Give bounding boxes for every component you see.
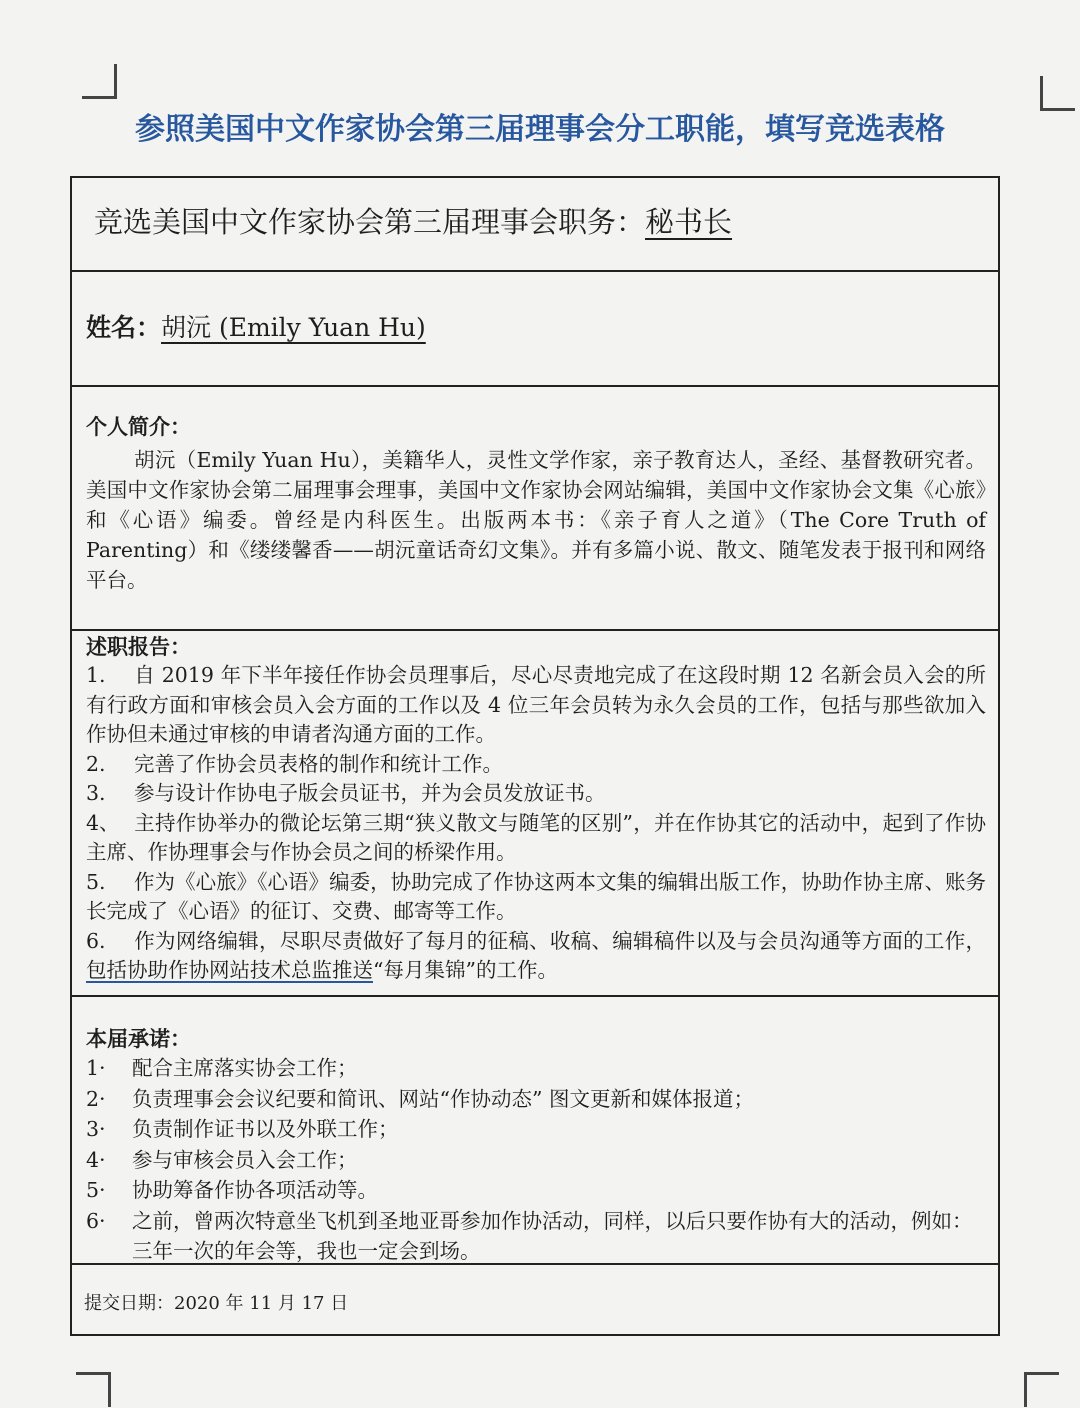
position-label: 竞选美国中文作家协会第三届理事会职务： (94, 205, 646, 239)
report-item-text: 自 2019 年下半年接任作协会员理事后，尽心尽责地完成了在这段时期 12 名新会员入会的所有行政方面和审核会员入会方面的工作以及 4 位三年会员转为永久会员的工作，包括与那些欲加入作协但未通过审核的申请者沟通方面的工作。 (86, 663, 986, 746)
date-row (72, 1265, 998, 1334)
pledge-item-number: 5· (86, 1178, 106, 1202)
report-item (86, 927, 986, 986)
position-row (72, 178, 998, 272)
submit-date: 提交日期：2020 年 11 月 17 日 (84, 1293, 349, 1314)
report-item-number: 1. (86, 663, 106, 687)
election-form (70, 176, 1000, 1336)
pledge-item (86, 1206, 986, 1267)
pledge-item-number: 3· (86, 1117, 106, 1141)
name-row (72, 272, 998, 387)
pledge-item-text: 参与审核会员入会工作； (132, 1147, 358, 1172)
crop-mark-bottom-left (76, 1372, 111, 1407)
report-item (86, 661, 986, 750)
pledge-item-text: 负责理事会会议纪要和简讯、网站“作协动态” 图文更新和媒体报道； (132, 1086, 754, 1111)
pledge-item-text: 配合主席落实协会工作； (132, 1056, 358, 1080)
report-item (86, 809, 986, 868)
report-item-text: 完善了作协会员表格的制作和统计工作。 (134, 751, 503, 776)
report-item-text: 作为《心旅》《心语》编委，协助完成了作协这两本文集的编辑出版工作，协助作协主席、账务长完成了《心语》的征订、交费、邮寄等工作。 (86, 869, 986, 923)
pledge-item-number: 6· (86, 1208, 106, 1233)
pledge-item (86, 1114, 986, 1145)
pledge-item (86, 1145, 986, 1176)
crop-mark-top-right (1040, 76, 1075, 111)
report-item (86, 868, 986, 927)
bio-heading: 个人简介： (86, 415, 191, 439)
report-item-number: 3. (86, 781, 106, 805)
report-item-number: 4、 (86, 810, 120, 835)
pledge-item (86, 1175, 986, 1206)
report-heading: 述职报告： (86, 635, 191, 659)
pledge-section (72, 997, 998, 1265)
report-list (86, 661, 986, 986)
pledge-item-text: 负责制作证书以及外联工作； (132, 1117, 399, 1141)
report-item-number: 5. (86, 869, 106, 894)
pledge-item-number: 1· (86, 1056, 106, 1080)
position-value: 秘书长 (645, 205, 733, 239)
crop-mark-bottom-right (1024, 1372, 1059, 1407)
pledge-list (86, 1053, 986, 1267)
pledge-heading: 本届承诺： (86, 1027, 191, 1051)
bio-section (72, 387, 998, 631)
underlined-text: 包括协助作协网站技术总监推送 (86, 958, 373, 982)
name-label: 姓名： (86, 313, 162, 342)
pledge-item-text: 协助筹备作协各项活动等。 (132, 1178, 378, 1202)
report-item-number: 6. (86, 928, 106, 953)
pledge-item (86, 1084, 986, 1115)
name-value: 胡沅 (Emily Yuan Hu) (161, 313, 426, 342)
pledge-item-text: 之前，曾两次特意坐飞机到圣地亚哥参加作协活动，同样，以后只要作协有大的活动，例如：三年一次的年会等，我也一定会到场。 (132, 1208, 973, 1263)
report-item-text: 参与设计作协电子版会员证书，并为会员发放证书。 (134, 781, 606, 805)
pledge-item-number: 4· (86, 1147, 106, 1172)
report-item (86, 750, 986, 780)
bio-text: 胡沅（Emily Yuan Hu），美籍华人，灵性文学作家，亲子教育达人，圣经、基督教研究者。美国中文作家协会第二届理事会理事，美国中文作家协会网站编辑，美国中文作家协会文集《心旅》和《心语》编委。曾经是内科医生。出版两本书：《亲子育人之道》（The Core Truth of Parenting）和《缕缕馨香——胡沅童话奇幻文集》。并有多篇小说、散文、随笔发表于报刊和网络平台。 (86, 448, 986, 592)
pledge-item (86, 1053, 986, 1084)
report-item-number: 2. (86, 751, 106, 776)
position-line (94, 200, 732, 241)
pledge-item-number: 2· (86, 1086, 106, 1111)
report-section (72, 631, 998, 997)
crop-mark-top-left (82, 64, 117, 99)
page-title: 参照美国中文作家协会第三届理事会分工职能，填写竞选表格 (135, 112, 945, 147)
report-item-text: 主持作协举办的微论坛第三期“狭义散文与随笔的区别”，并在作协其它的活动中，起到了作协主席、作协理事会与作协会员之间的桥梁作用。 (86, 810, 986, 864)
report-item-text-end: “每月集锦”的工作。 (373, 958, 558, 982)
report-item (86, 779, 986, 809)
name-line (86, 308, 426, 344)
report-item-text: 作为网络编辑，尽职尽责做好了每月的征稿、收稿、编辑稿件以及与会员沟通等方面的工作， (134, 928, 986, 953)
